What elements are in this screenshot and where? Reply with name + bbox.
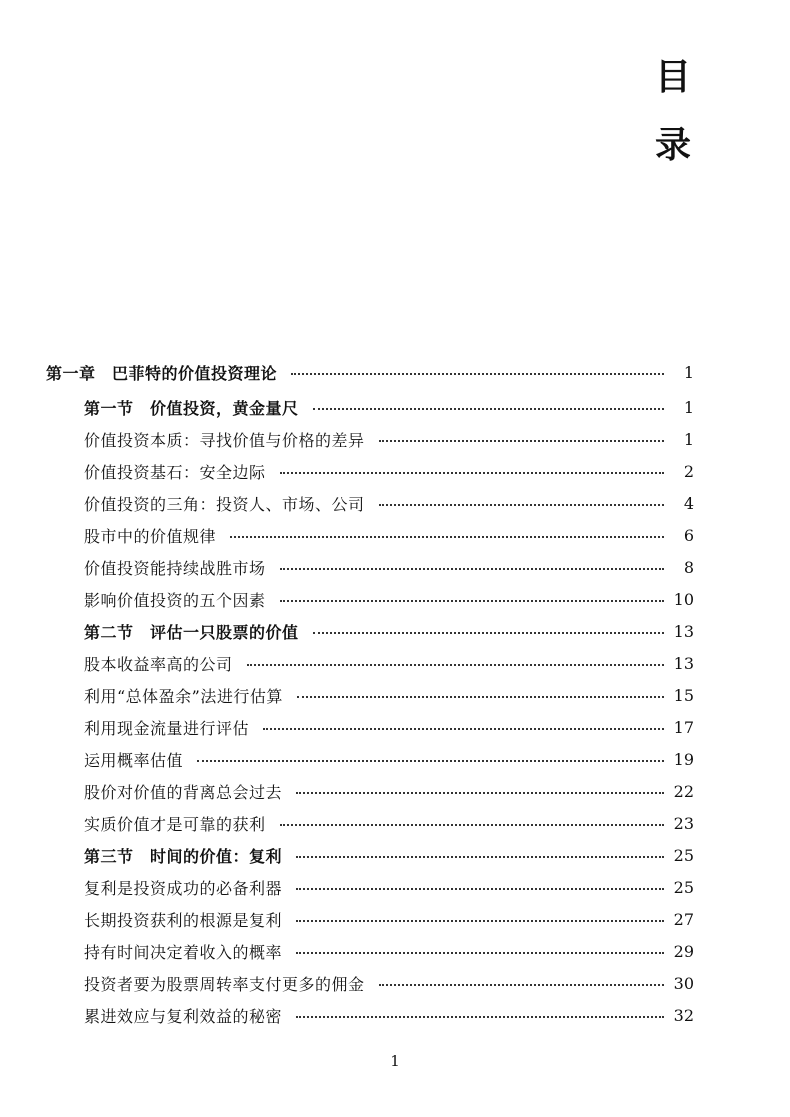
toc-leader-dots bbox=[280, 600, 664, 602]
toc-leader-dots bbox=[263, 728, 664, 730]
toc-entry-page: 17 bbox=[673, 717, 694, 737]
toc-chapter bbox=[46, 355, 694, 389]
toc-leader-dots bbox=[247, 664, 664, 666]
toc-entry-label: 投资者要为股票周转率支付更多的佣金 bbox=[84, 974, 365, 994]
toc-entry bbox=[46, 967, 694, 999]
toc-leader-dots bbox=[296, 1016, 664, 1018]
toc-entry bbox=[46, 423, 694, 455]
toc-entry-label: 运用概率估值 bbox=[84, 750, 184, 770]
toc-entry-label: 累进效应与复利效益的秘密 bbox=[84, 1006, 283, 1026]
toc-entry bbox=[46, 551, 694, 583]
toc-entry bbox=[46, 487, 694, 519]
toc-entry-label: 股本收益率高的公司 bbox=[84, 654, 233, 674]
toc-entry-label: 股市中的价值规律 bbox=[84, 526, 217, 546]
table-of-contents bbox=[46, 355, 694, 1031]
toc-entry-page: 8 bbox=[683, 557, 694, 577]
toc-entry bbox=[46, 871, 694, 903]
toc-section bbox=[46, 391, 694, 423]
toc-entry-label: 持有时间决定着收入的概率 bbox=[84, 942, 283, 962]
toc-leader-dots bbox=[379, 984, 664, 986]
toc-entry bbox=[46, 999, 694, 1031]
toc-leader-dots bbox=[296, 792, 664, 794]
toc-entry bbox=[46, 807, 694, 839]
toc-entry-label: 实质价值才是可靠的获利 bbox=[84, 814, 266, 834]
toc-entry-label: 利用现金流量进行评估 bbox=[84, 718, 250, 738]
toc-leader-dots bbox=[297, 696, 664, 698]
page-title bbox=[651, 58, 695, 194]
toc-entry-page: 10 bbox=[673, 589, 694, 609]
toc-leader-dots bbox=[197, 760, 664, 762]
toc-entry-label: 第三节 时间的价值：复利 bbox=[84, 846, 283, 866]
toc-entry-page: 25 bbox=[673, 845, 694, 865]
toc-entry-page: 4 bbox=[683, 493, 694, 513]
toc-entry-label: 第一节 价值投资，黄金量尺 bbox=[84, 398, 299, 418]
toc-entry-label: 长期投资获利的根源是复利 bbox=[84, 910, 283, 930]
toc-entry-page: 30 bbox=[673, 973, 694, 993]
toc-entry-label: 第一章 巴菲特的价值投资理论 bbox=[46, 363, 278, 383]
toc-entry-page: 29 bbox=[673, 941, 694, 961]
toc-entry-label: 价值投资能持续战胜市场 bbox=[84, 558, 266, 578]
toc-leader-dots bbox=[379, 504, 664, 506]
toc-entry-page: 1 bbox=[683, 429, 694, 449]
toc-section bbox=[46, 615, 694, 647]
toc-entry-label: 价值投资的三角：投资人、市场、公司 bbox=[84, 494, 365, 514]
toc-entry-label: 第二节 评估一只股票的价值 bbox=[84, 622, 299, 642]
title-char-2: 录 bbox=[654, 125, 691, 166]
toc-entry bbox=[46, 519, 694, 551]
toc-entry-page: 1 bbox=[683, 362, 694, 382]
toc-entry-page: 27 bbox=[673, 909, 694, 929]
toc-leader-dots bbox=[280, 472, 664, 474]
toc-entry-page: 32 bbox=[673, 1005, 694, 1025]
toc-entry-page: 23 bbox=[673, 813, 694, 833]
toc-leader-dots bbox=[280, 568, 664, 570]
toc-entry bbox=[46, 455, 694, 487]
toc-entry-page: 6 bbox=[683, 525, 694, 545]
toc-leader-dots bbox=[296, 888, 664, 890]
toc-leader-dots bbox=[230, 536, 664, 538]
toc-entry-page: 2 bbox=[683, 461, 694, 481]
toc-entry bbox=[46, 775, 694, 807]
title-char-1: 目 bbox=[654, 57, 691, 98]
toc-leader-dots bbox=[379, 440, 664, 442]
toc-entry bbox=[46, 647, 694, 679]
page-number: 1 bbox=[390, 1052, 400, 1070]
toc-entry bbox=[46, 711, 694, 743]
toc-leader-dots bbox=[296, 856, 664, 858]
toc-entry-label: 股价对价值的背离总会过去 bbox=[84, 782, 283, 802]
toc-entry-page: 25 bbox=[673, 877, 694, 897]
toc-entry bbox=[46, 743, 694, 775]
toc-entry bbox=[46, 583, 694, 615]
toc-entry bbox=[46, 935, 694, 967]
toc-entry-page: 15 bbox=[673, 685, 694, 705]
toc-entry-label: 复利是投资成功的必备利器 bbox=[84, 878, 283, 898]
toc-entry-page: 13 bbox=[673, 621, 694, 641]
toc-leader-dots bbox=[280, 824, 664, 826]
toc-entry-label: 价值投资本质：寻找价值与价格的差异 bbox=[84, 430, 365, 450]
toc-leader-dots bbox=[313, 408, 664, 410]
toc-entry-label: 利用“总体盈余”法进行估算 bbox=[84, 686, 283, 706]
toc-entry-page: 13 bbox=[673, 653, 694, 673]
toc-leader-dots bbox=[296, 952, 664, 954]
toc-entry bbox=[46, 679, 694, 711]
toc-entry bbox=[46, 903, 694, 935]
toc-entry-page: 22 bbox=[673, 781, 694, 801]
toc-entry-page: 19 bbox=[673, 749, 694, 769]
toc-entry-label: 影响价值投资的五个因素 bbox=[84, 590, 266, 610]
toc-entry-page: 1 bbox=[683, 397, 694, 417]
toc-leader-dots bbox=[313, 632, 664, 634]
toc-entry-label: 价值投资基石：安全边际 bbox=[84, 462, 266, 482]
toc-leader-dots bbox=[296, 920, 664, 922]
toc-leader-dots bbox=[291, 373, 664, 375]
toc-section bbox=[46, 839, 694, 871]
